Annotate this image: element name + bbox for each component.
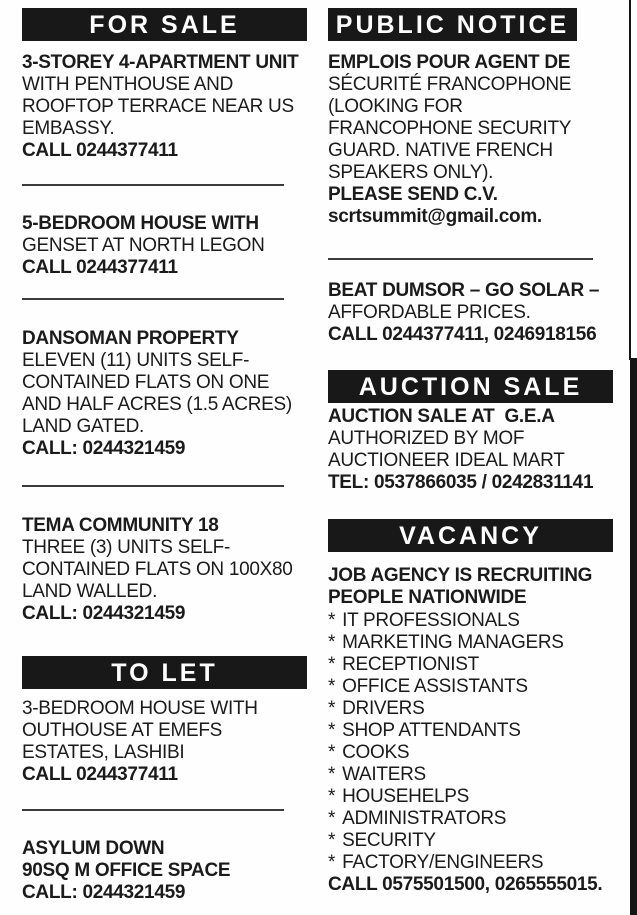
bullet-asterisk: * (328, 742, 336, 763)
job-title: ADMINISTRATORS (342, 808, 507, 829)
bullet-asterisk: * (328, 654, 336, 675)
job-title: COOKS (342, 742, 410, 763)
ad-line: AFFORDABLE PRICES. (328, 302, 531, 323)
bullet-asterisk: * (328, 676, 336, 697)
ad-line: CONTAINED FLATS ON 100X80 (22, 559, 293, 580)
job-title: SECURITY (342, 830, 436, 851)
job-title: OFFICE ASSISTANTS (342, 676, 528, 697)
ad-line: LAND WALLED. (22, 581, 158, 602)
ad-phone-line: CALL 0244377411, 0246918156 (328, 324, 597, 345)
bullet-asterisk: * (328, 632, 336, 653)
vacancy-job-item (328, 764, 614, 786)
ad-line: CONTAINED FLATS ON ONE (22, 372, 270, 393)
vacancy-call-line (328, 874, 614, 896)
job-title: FACTORY/ENGINEERS (342, 852, 544, 873)
section-title: PUBLIC NOTICE (335, 11, 570, 39)
job-title: SHOP ATTENDANTS (342, 720, 521, 741)
ad-vacancy-intro (328, 565, 614, 609)
section-header-vacancy (328, 519, 613, 552)
vacancy-job-item (328, 698, 614, 720)
job-title: IT PROFESSIONALS (342, 610, 520, 631)
ad-to-let-asylum-down (22, 838, 308, 904)
section-title: TO LET (111, 659, 218, 687)
ad-line: THREE (3) UNITS SELF- (22, 537, 230, 558)
page-edge-rule-bottom (630, 358, 637, 915)
ad-line: ELEVEN (11) UNITS SELF- (22, 350, 250, 371)
section-header-to-let (22, 656, 307, 689)
right-column (328, 0, 614, 896)
vacancy-job-item (328, 676, 614, 698)
bullet-asterisk: * (328, 830, 336, 851)
ad-line: 3-BEDROOM HOUSE WITH (22, 698, 258, 719)
ad-for-sale-tema (22, 515, 308, 625)
vacancy-job-item (328, 610, 614, 632)
ad-line: WITH PENTHOUSE AND (22, 74, 234, 95)
vacancy-job-list (328, 610, 614, 874)
ad-line: PLEASE SEND C.V. (328, 184, 498, 205)
ad-public-notice-emplois (328, 52, 614, 228)
job-title: DRIVERS (342, 698, 425, 719)
ad-divider (22, 298, 284, 300)
bullet-asterisk: * (328, 610, 336, 631)
page-edge-rule-top (629, 0, 631, 360)
job-title: HOUSEHELPS (342, 786, 469, 807)
section-title: AUCTION SALE (358, 373, 583, 401)
ad-line: AND HALF ACRES (1.5 ACRES) (22, 394, 292, 415)
ad-phone-line: CALL: 0244321459 (22, 882, 186, 903)
section-header-auction-sale (328, 370, 613, 403)
vacancy-job-item (328, 830, 614, 852)
ad-phone-line: CALL 0575501500, 0265555015. (328, 874, 603, 895)
section-header-public-notice (328, 8, 577, 41)
ad-to-let-3-bedroom (22, 698, 308, 786)
ad-line: GUARD. NATIVE FRENCH (328, 140, 553, 161)
ad-line: GENSET AT NORTH LEGON (22, 235, 265, 256)
ad-phone-line: CALL: 0244321459 (22, 438, 186, 459)
bullet-asterisk: * (328, 720, 336, 741)
ad-line: 3-STOREY 4-APARTMENT UNIT (22, 52, 299, 73)
ad-divider (22, 184, 284, 186)
ad-line: PEOPLE NATIONWIDE (328, 587, 527, 608)
job-title: MARKETING MANAGERS (342, 632, 564, 653)
ad-divider (22, 485, 284, 487)
ad-line: EMBASSY. (22, 118, 115, 139)
vacancy-job-item (328, 632, 614, 654)
ad-phone-line: CALL: 0244321459 (22, 603, 186, 624)
ad-line: BEAT DUMSOR – GO SOLAR – (328, 280, 600, 301)
vacancy-job-item (328, 742, 614, 764)
ad-phone-line: CALL 0244377411 (22, 257, 178, 278)
ad-line: (LOOKING FOR (328, 96, 463, 117)
vacancy-job-item (328, 786, 614, 808)
bullet-asterisk: * (328, 786, 336, 807)
ad-line: JOB AGENCY IS RECRUITING (328, 565, 593, 586)
job-title: WAITERS (342, 764, 426, 785)
bullet-asterisk: * (328, 852, 336, 873)
ad-email-line: scrtsummit@gmail.com. (328, 206, 542, 227)
section-header-for-sale (22, 8, 307, 41)
vacancy-job-item (328, 654, 614, 676)
ad-line: ASYLUM DOWN (22, 838, 165, 859)
section-title: VACANCY (399, 522, 542, 550)
ad-line: AUCTION SALE AT G.E.A (328, 406, 555, 427)
ad-divider (22, 809, 284, 811)
ad-auction-gea (328, 406, 614, 494)
section-title: FOR SALE (89, 11, 240, 39)
ad-line: LAND GATED. (22, 416, 144, 437)
ad-line: EMPLOIS POUR AGENT DE (328, 52, 571, 73)
left-column (22, 0, 308, 904)
bullet-asterisk: * (328, 808, 336, 829)
ad-line: OUTHOUSE AT EMEFS (22, 720, 223, 741)
ad-line: ROOFTOP TERRACE NEAR US (22, 96, 294, 117)
job-title: RECEPTIONIST (342, 654, 479, 675)
ad-for-sale-5-bedroom (22, 213, 308, 279)
ad-line: ESTATES, LASHIBI (22, 742, 185, 763)
ad-line: AUCTIONEER IDEAL MART (328, 450, 565, 471)
ad-for-sale-dansoman (22, 328, 308, 460)
ad-line: TEMA COMMUNITY 18 (22, 515, 219, 536)
ad-line: AUTHORIZED BY MOF (328, 428, 525, 449)
vacancy-job-item (328, 852, 614, 874)
bullet-asterisk: * (328, 698, 336, 719)
ad-phone-line: CALL 0244377411 (22, 764, 178, 785)
ad-public-notice-solar (328, 280, 614, 346)
bullet-asterisk: * (328, 764, 336, 785)
ad-divider (328, 258, 593, 260)
ad-line: 90SQ M OFFICE SPACE (22, 860, 231, 881)
ad-line: SÉCURITÉ FRANCOPHONE (328, 74, 572, 95)
ad-phone-line: CALL 0244377411 (22, 140, 178, 161)
ad-line: 5-BEDROOM HOUSE WITH (22, 213, 259, 234)
ad-line: DANSOMAN PROPERTY (22, 328, 239, 349)
vacancy-job-item (328, 720, 614, 742)
ad-phone-line: TEL: 0537866035 / 0242831141 (328, 472, 594, 493)
vacancy-job-item (328, 808, 614, 830)
ad-line: SPEAKERS ONLY). (328, 162, 494, 183)
ad-line: FRANCOPHONE SECURITY (328, 118, 572, 139)
ad-for-sale-apartment-unit (22, 52, 308, 162)
